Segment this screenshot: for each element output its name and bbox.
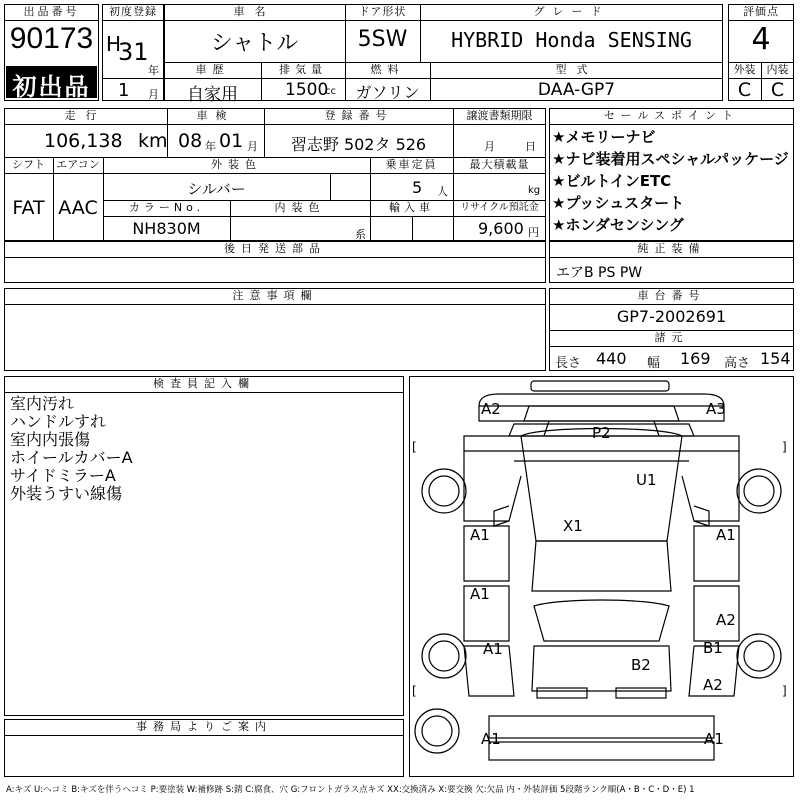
- bracket-right-top: ]: [782, 440, 787, 454]
- transfer-label: 譲渡書類期限: [466, 109, 533, 122]
- inspection-year: 08: [178, 130, 203, 152]
- reg-year: 31: [118, 38, 149, 66]
- ac-value: AAC: [58, 197, 98, 219]
- exterior-label: 外装: [733, 63, 756, 76]
- mileage-value: 106,138: [44, 130, 123, 152]
- ext-color-value: シルバー: [187, 180, 246, 198]
- damage-mark: A1: [481, 730, 501, 748]
- year-unit: 年: [148, 64, 159, 77]
- history-label: 車歴: [195, 63, 230, 76]
- score-label: 評価点: [743, 5, 779, 18]
- transfer-day-unit: 日: [525, 140, 536, 153]
- car-name: シャトル: [210, 31, 299, 56]
- fuel-value: ガソリン: [355, 83, 420, 102]
- sales-point-item: ★ナビ装着用スペシャルパッケージ: [552, 150, 789, 168]
- length-value: 440: [596, 349, 627, 368]
- inspection-label: 車検: [196, 109, 235, 122]
- inspection-year-unit: 年: [205, 140, 216, 153]
- equipment-value: エアB PS PW: [556, 265, 643, 281]
- mileage-label: 走行: [64, 109, 107, 122]
- recycle-value: 9,600: [478, 219, 524, 238]
- capacity-label: 乗車定員: [385, 158, 438, 171]
- transfer-month-unit: 月: [484, 140, 495, 153]
- damage-mark: A2: [716, 611, 736, 629]
- damage-mark: B2: [631, 656, 651, 674]
- displacement-value: 1500: [285, 80, 329, 100]
- grade-label: グレード: [533, 5, 610, 18]
- inspector-line: 室内汚れ: [10, 394, 75, 413]
- plate-value: 習志野 502タ 526: [290, 135, 427, 154]
- sales-points-list: [552, 126, 794, 236]
- damage-mark: A3: [706, 400, 726, 418]
- inspection-month: 01: [219, 130, 244, 152]
- bracket-left-bottom: [: [412, 684, 417, 698]
- inspector-line: ハンドルすれ: [10, 412, 107, 431]
- first-reg-label: 初度登録: [109, 5, 157, 18]
- inspector-line: 外装うすい線傷: [10, 484, 123, 503]
- score-value: 4: [751, 22, 771, 57]
- damage-mark: A2: [703, 676, 723, 694]
- load-unit: kg: [528, 185, 541, 196]
- first-listing-label: 初出品: [12, 73, 91, 101]
- damage-mark: A1: [470, 585, 490, 603]
- sales-points-label: セールスポイント: [603, 109, 739, 122]
- inspector-label: 検査員記入欄: [153, 377, 255, 390]
- specs-label: 諸元: [654, 331, 689, 344]
- chassis-label: 車台番号: [637, 289, 706, 302]
- color-no-value: NH830M: [132, 219, 201, 238]
- bracket-left-top: [: [412, 440, 417, 454]
- shift-value: FAT: [12, 197, 45, 219]
- damage-mark: A1: [704, 730, 724, 748]
- sales-point-item: ★ビルトインETC: [552, 172, 672, 190]
- color-no-label: カラーNo.: [128, 201, 205, 214]
- int-color-label: 内装色: [274, 201, 326, 214]
- sales-point-item: ★プッシュスタート: [552, 194, 685, 212]
- ac-label: エアコン: [56, 158, 100, 171]
- era: H: [106, 32, 122, 56]
- model-value: DAA-GP7: [537, 80, 616, 100]
- int-color-unit: 系: [355, 228, 366, 241]
- lot-no: 90173: [9, 22, 94, 55]
- ext-color-label: 外装色: [211, 158, 262, 171]
- height-value: 154: [760, 349, 791, 368]
- footer-legend: A:キズ U:ヘコミ B:キズを伴うヘコミ P:要塗装 W:補修跡 S:錆 C:腐食、穴 G:フロントガラス点キズ XX:交換済み X:要交換 欠:欠品 内・外装評価 5段階ランク順(A・B・C・D・E) 1: [6, 785, 695, 795]
- grade-value: HYBRID Honda SENSING: [451, 28, 692, 52]
- model-label: 型式: [555, 63, 598, 76]
- door-value: 5SW: [357, 27, 408, 52]
- capacity-value: 5: [412, 178, 423, 197]
- capacity-unit: 人: [437, 185, 448, 198]
- bracket-right-bottom: ]: [782, 684, 787, 698]
- displacement-unit: cc: [325, 86, 336, 97]
- inspector-line: 室内内張傷: [10, 430, 91, 449]
- inspector-notes: [10, 395, 400, 503]
- recycle-unit: 円: [528, 226, 539, 239]
- displacement-label: 排気量: [279, 63, 327, 76]
- chassis-value: GP7-2002691: [616, 307, 727, 326]
- later-parts-label: 後日発送部品: [224, 242, 326, 255]
- width-label: 幅: [647, 356, 661, 371]
- equipment-label: 純正装備: [637, 242, 706, 255]
- damage-mark: A1: [483, 640, 503, 658]
- length-label: 長さ: [555, 356, 582, 371]
- car-name-label: 車名: [233, 5, 276, 18]
- reg-month: 1: [118, 80, 130, 101]
- import-label: 輸入車: [389, 201, 434, 214]
- height-label: 高さ: [724, 356, 751, 371]
- sales-point-item: ★ホンダセンシング: [552, 216, 684, 234]
- interior-label: 内装: [766, 63, 789, 76]
- exterior-grade: C: [737, 79, 752, 101]
- history-value: 自家用: [187, 85, 238, 105]
- damage-mark: U1: [636, 471, 657, 489]
- lot-no-label: 出品番号: [23, 5, 80, 18]
- inspector-line: ホイールカバーA: [10, 448, 133, 467]
- damage-mark: P2: [592, 424, 611, 442]
- inspector-line: サイドミラーA: [10, 466, 116, 485]
- recycle-label: リサイクル預託金: [460, 202, 539, 213]
- notes-label: 注意事項欄: [232, 289, 318, 302]
- office-label: 事務局よりご案内: [136, 720, 272, 733]
- damage-mark: A1: [716, 526, 736, 544]
- plate-label: 登録番号: [324, 109, 393, 122]
- shift-label: シフト: [12, 158, 45, 171]
- sales-point-item: ★メモリーナビ: [552, 128, 656, 146]
- door-label: ドア形状: [358, 5, 407, 18]
- damage-mark: A1: [470, 526, 490, 544]
- vehicle-info-grid: [4, 108, 546, 241]
- mileage-unit: km: [138, 130, 168, 152]
- damage-mark: A2: [481, 400, 501, 418]
- interior-grade: C: [770, 79, 785, 101]
- inspection-month-unit: 月: [247, 140, 258, 153]
- month-unit: 月: [148, 88, 159, 101]
- damage-mark: X1: [563, 517, 583, 535]
- load-label: 最大積載量: [469, 158, 530, 171]
- fuel-label: 燃料: [370, 63, 405, 76]
- width-value: 169: [680, 349, 711, 368]
- damage-mark: B1: [703, 639, 723, 657]
